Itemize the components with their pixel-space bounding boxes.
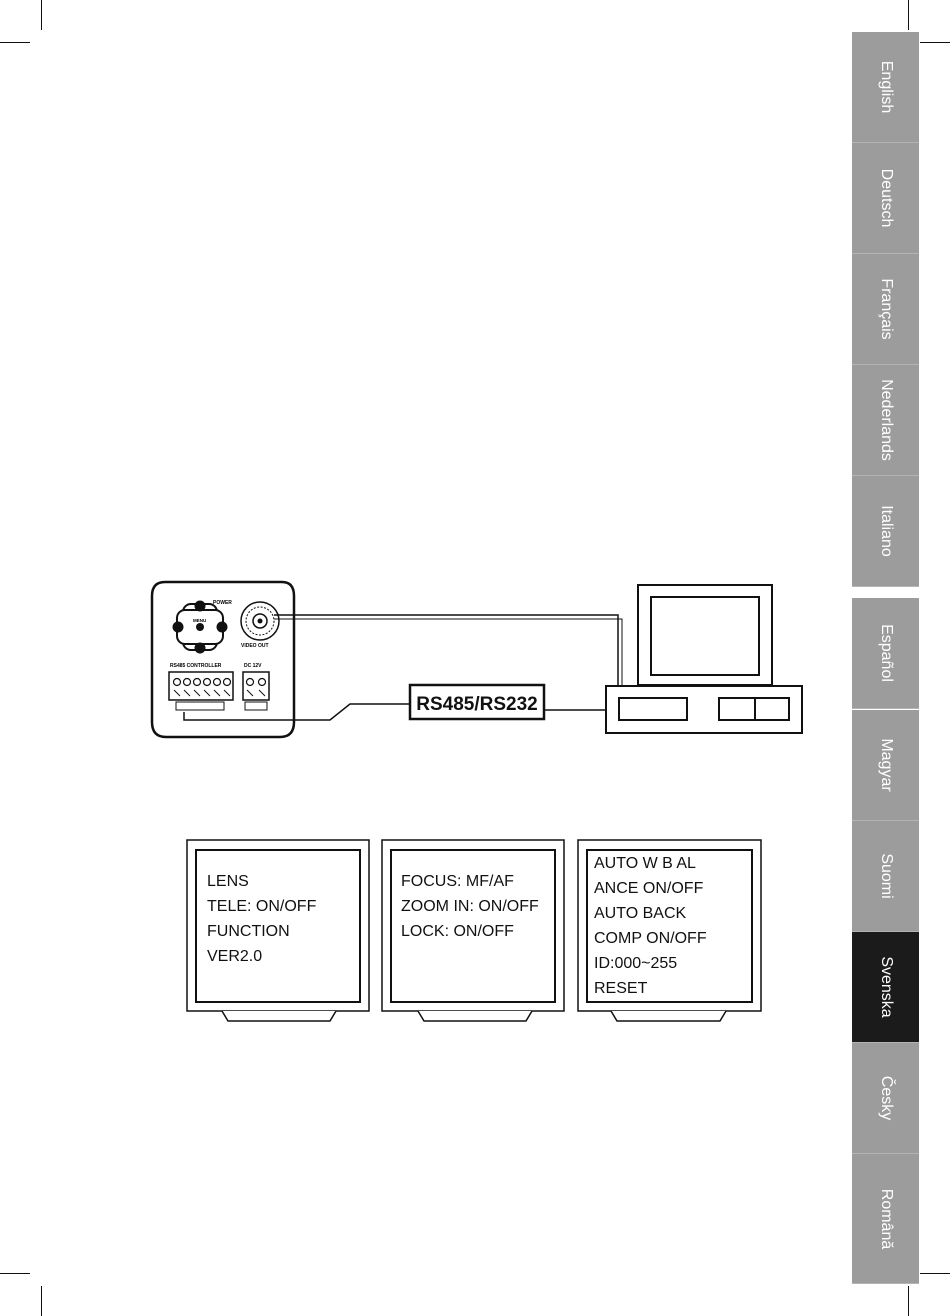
tab-label: Italiano	[877, 505, 895, 557]
video-cable-shadow	[274, 619, 622, 686]
menu-line: LENS	[207, 873, 249, 890]
menu-line: AUTO W B AL	[594, 855, 696, 872]
menu-label: MENU	[193, 618, 207, 623]
menu-screen-1-text	[207, 869, 316, 969]
tab-label: Magyar	[877, 738, 895, 792]
tab-label: Nederlands	[877, 379, 895, 461]
menu-line: ZOOM IN: ON/OFF	[401, 898, 539, 915]
menu-line: TELE: ON/OFF	[207, 898, 317, 915]
computer-case	[606, 686, 802, 733]
menu-screen-3-text	[594, 851, 707, 1001]
converter-label: RS485/RS232	[416, 694, 538, 715]
video-out-connector	[241, 602, 279, 640]
menu-screen-2-text	[401, 869, 539, 944]
tab-label: Română	[877, 1188, 895, 1249]
dc12v-terminal	[243, 672, 269, 710]
tab-label: Česky	[877, 1075, 895, 1121]
monitor	[638, 585, 772, 685]
menu-line: FOCUS: MF/AF	[401, 873, 514, 890]
menu-line: FUNCTION	[207, 923, 290, 940]
rs485-controller-label: RS485 CONTROLLER	[170, 663, 222, 669]
tab-label: Deutsch	[877, 168, 895, 228]
video-cable	[274, 615, 618, 686]
menu-line: LOCK: ON/OFF	[401, 923, 514, 940]
menu-line: AUTO BACK	[594, 905, 687, 922]
menu-line: VER2.0	[207, 948, 263, 965]
power-label: POWER	[213, 600, 232, 606]
menu-line: ID:000~255	[594, 955, 678, 972]
tab-label: Español	[877, 624, 895, 682]
camera-back-panel	[152, 582, 294, 737]
menu-line: COMP ON/OFF	[594, 930, 707, 947]
rs485-rs232-converter	[410, 685, 544, 719]
tab-label: English	[877, 60, 895, 114]
dc12v-label: DC 12V	[244, 663, 262, 669]
video-out-label: VIDEO OUT	[241, 643, 269, 649]
tab-label: Svenska	[877, 956, 895, 1018]
menu-line: ANCE ON/OFF	[594, 880, 704, 897]
tab-label: Suomi	[877, 853, 895, 899]
menu-line: RESET	[594, 980, 648, 997]
tab-label: Français	[877, 278, 895, 340]
rs485-terminal-block	[169, 672, 233, 710]
